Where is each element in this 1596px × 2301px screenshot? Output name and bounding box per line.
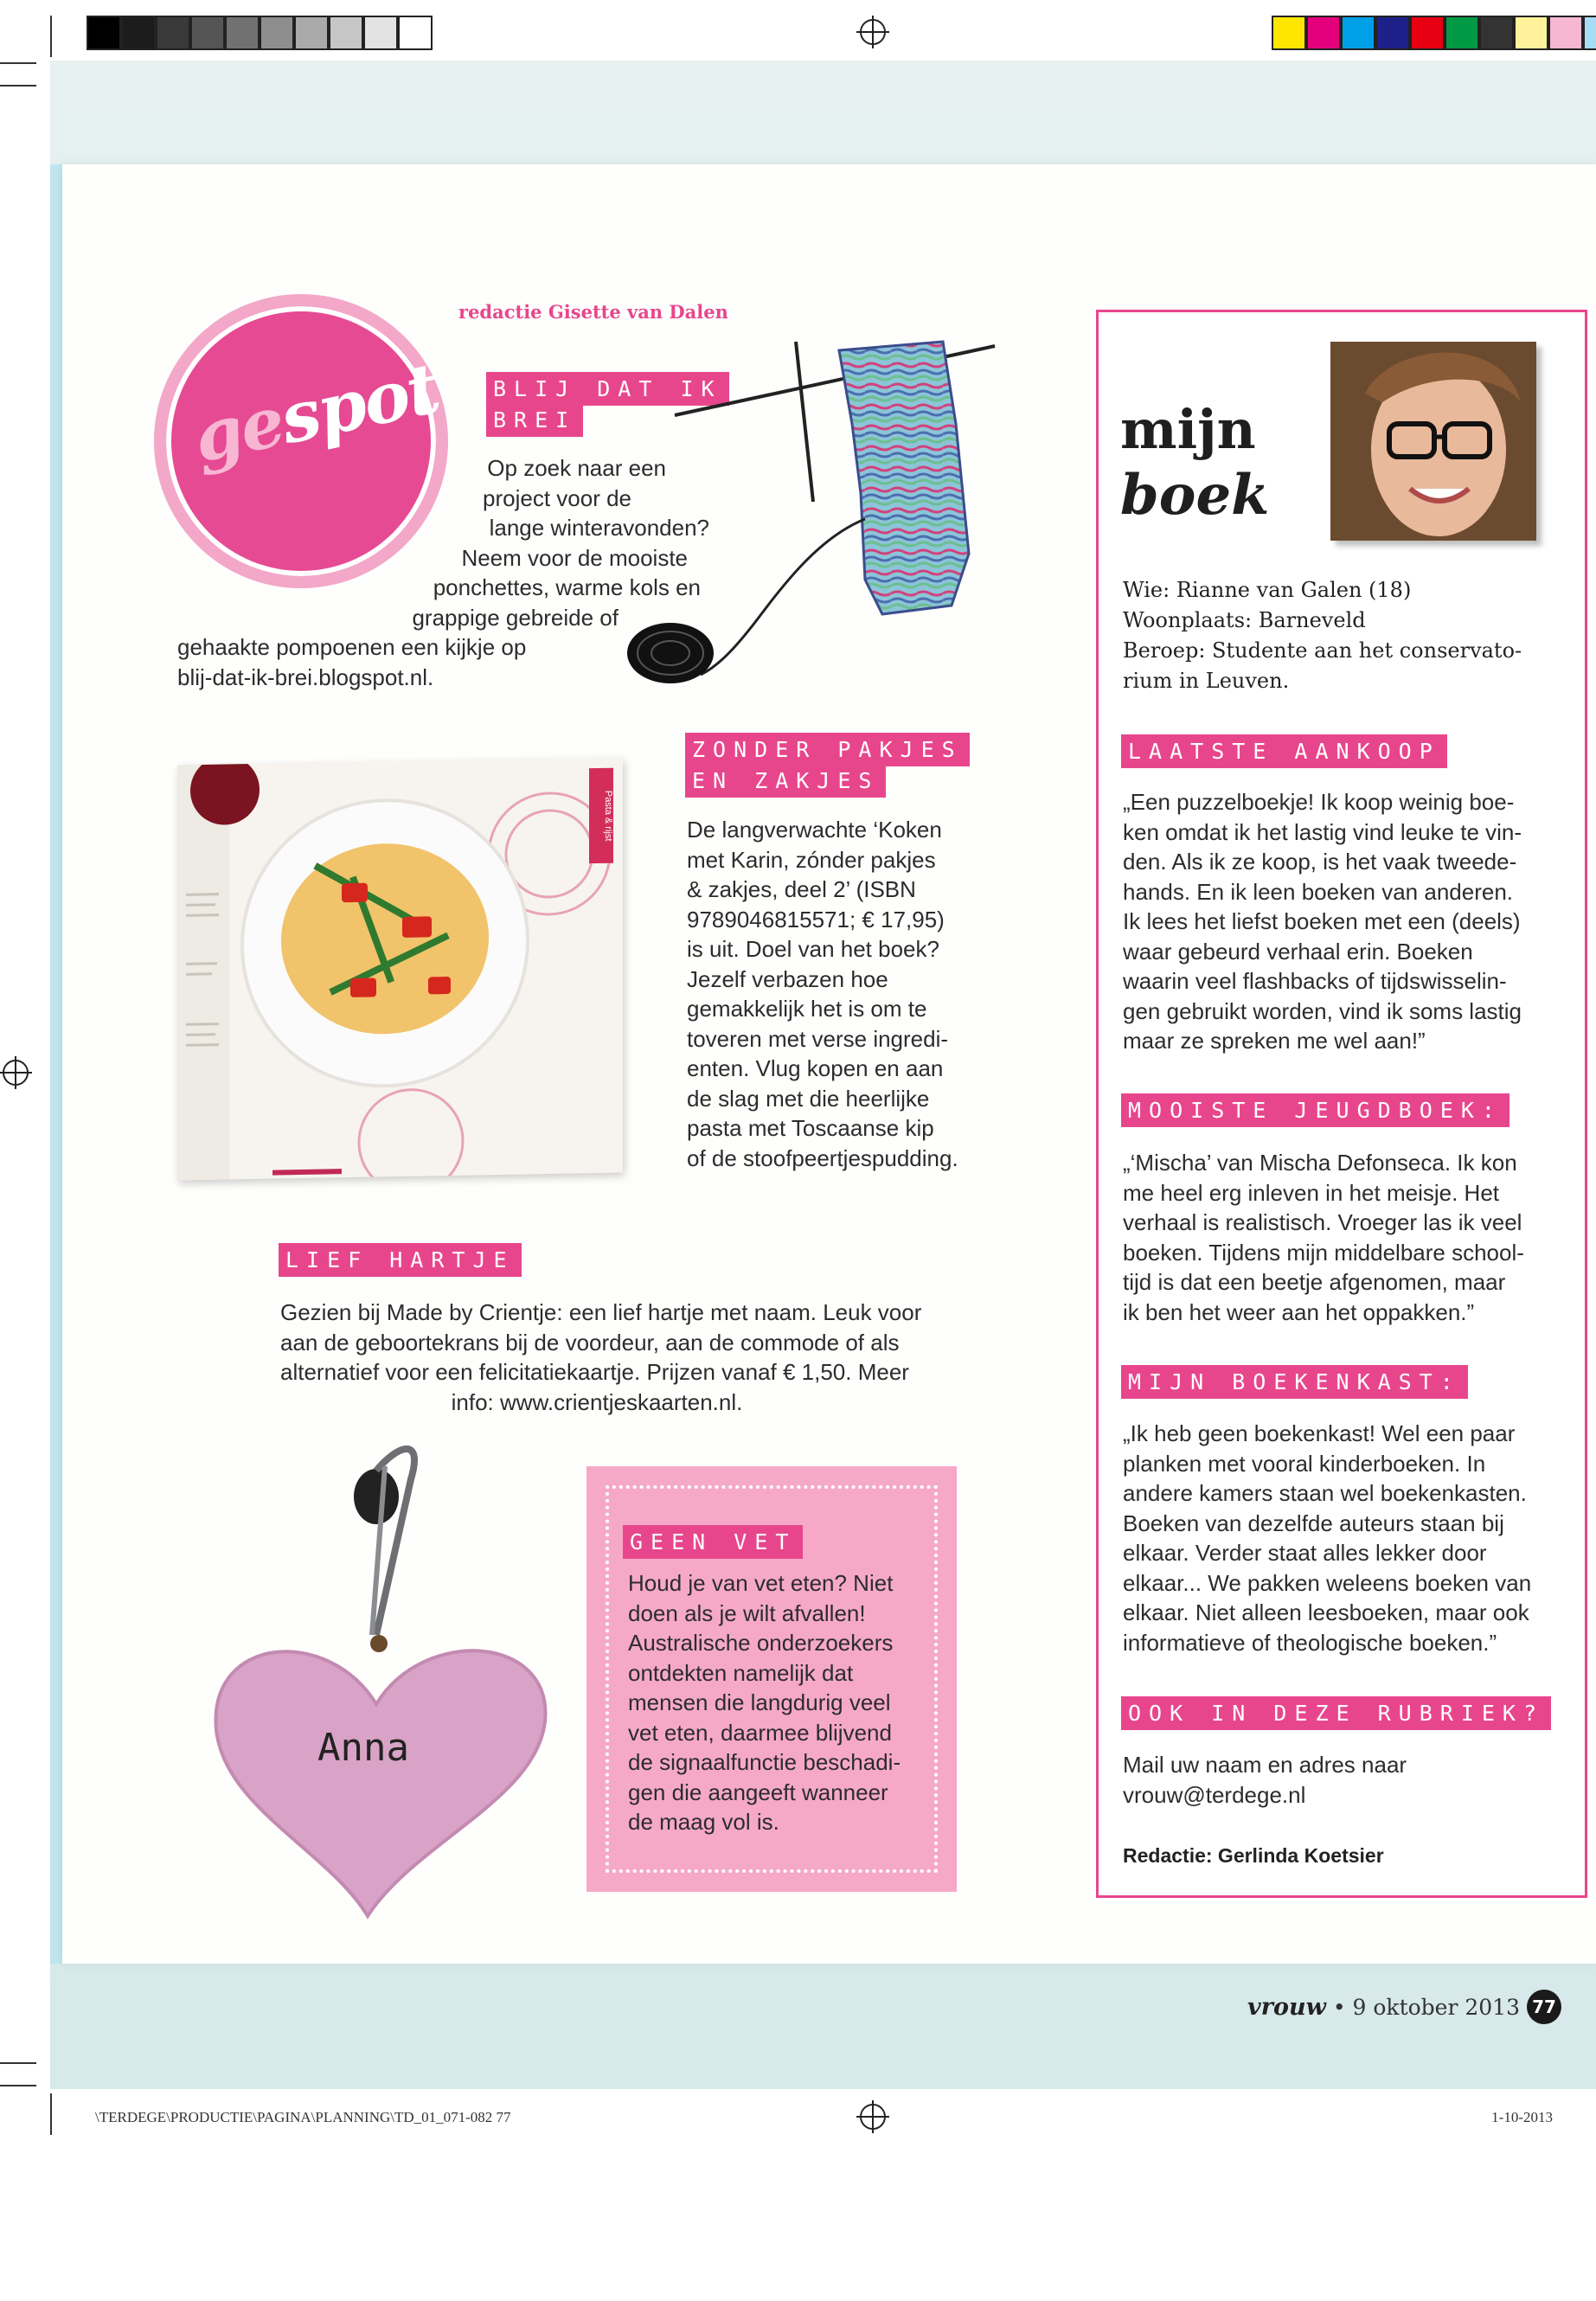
- crop-mark: [0, 2085, 36, 2086]
- color-swatch: [398, 16, 433, 50]
- reader-hometown: Woonplaats: Barneveld: [1123, 608, 1366, 632]
- section-label-zonder-pakjes: ZONDER PAKJES: [685, 733, 970, 766]
- reader-portrait: [1330, 342, 1536, 541]
- registration-mark-icon: [3, 1060, 29, 1086]
- yarn-ball: [627, 623, 714, 683]
- lief-hartje-text: Gezien bij Made by Crientje: een lief hartje met naam. Leuk voor aan de geboortekrans bij de voordeur, aan de commode of als alternatief voor een felicitatiekaartje. Prijzen vanaf € 1,50. Meer info: www.crientjeskaarten.nl.: [280, 1299, 922, 1415]
- color-swatch: [87, 16, 121, 50]
- crop-mark: [0, 2062, 36, 2064]
- color-swatch: [294, 16, 329, 50]
- cookbook-tab: Pasta & rijst: [589, 768, 613, 863]
- brei-text: Op zoek naar een project voor de lange winteravonden? Neem voor de mooiste ponchettes, warme kols en grappige gebreide of gehaakte pompoenen een kijkje op blij-dat-ik-brei.blogspot.nl.: [177, 455, 709, 690]
- color-swatch: [260, 16, 294, 50]
- color-swatch: [1375, 16, 1410, 50]
- editor-credit: Redactie: Gerlinda Koetsier: [1123, 1844, 1384, 1867]
- color-swatch: [190, 16, 225, 50]
- color-swatch: [1272, 16, 1306, 50]
- section-label-zonder-pakjes-line2: EN ZAKJES: [685, 764, 886, 798]
- section-label-mooiste-jeugdboek: MOOISTE JEUGDBOEK:: [1121, 1093, 1509, 1127]
- section-label-lief-hartje: LIEF HARTJE: [279, 1243, 522, 1277]
- geen-vet-text: Houd je van vet eten? Niet doen als je wilt afvallen! Australische onderzoekers ontdekten namelijk dat mensen die langdurig veel vet eten, daarmee blijvend de signaalfunctie beschadi- gen die aangeeft wanneer de maag vol is.: [628, 1570, 901, 1835]
- mooiste-jeugdboek-text: „‘Mischa’ van Mischa Defonseca. Ik kon me heel erg inleven in het meisje. Het verhaal is realistisch. Vroeger las ik veel boeken. Tijdens mijn middelbare school- tijd is dat een beetje afgenomen, maar ik ben het weer aan het oppakken.”: [1123, 1150, 1524, 1325]
- page-number: 77: [1527, 1990, 1561, 2024]
- reader-name: Wie: Rianne van Galen (18): [1123, 578, 1412, 602]
- section-label-blij-dat-ik-brei: BLIJ DAT IK: [486, 372, 729, 406]
- section-label-ook-in-deze-rubriek: OOK IN DEZE RUBRIEK?: [1121, 1696, 1551, 1730]
- page-footer: [1247, 1990, 1561, 2024]
- crop-mark: [0, 85, 36, 87]
- color-swatch: [1410, 16, 1445, 50]
- color-swatch: [329, 16, 363, 50]
- knitting-illustration: [606, 320, 1021, 692]
- ook-in-deze-rubriek-text: Mail uw naam en adres naar vrouw@terdege.nl: [1123, 1750, 1573, 1810]
- knitting-needle: [796, 342, 813, 502]
- bead: [370, 1635, 388, 1652]
- grayscale-color-bar: [87, 16, 433, 50]
- registration-mark-icon: [860, 2104, 886, 2130]
- contact-email-link[interactable]: vrouw@terdege.nl: [1123, 1781, 1306, 1808]
- color-swatch: [1306, 16, 1341, 50]
- print-slug-path: \TERDEGE\PRODUCTIE\PAGINA\PLANNING\TD_01_071-082 77: [95, 2109, 511, 2125]
- ornament-hook: [354, 1469, 399, 1524]
- crop-mark: [50, 16, 52, 57]
- reader-occupation: Beroep: Studente aan het conservato-: [1123, 638, 1522, 663]
- color-swatch: [1445, 16, 1479, 50]
- magazine-brand: vrouw: [1247, 1993, 1326, 2021]
- heart-ornament: [199, 1419, 562, 1929]
- section-label-blij-dat-ik-brei-line2: BREI: [486, 403, 583, 437]
- byline: redactie Gisette van Dalen: [458, 301, 728, 323]
- page-edge-band: [50, 164, 62, 1964]
- section-label-geen-vet: GEEN VET: [623, 1525, 803, 1559]
- color-swatch: [1583, 16, 1596, 50]
- color-swatch: [1479, 16, 1514, 50]
- color-swatch: [1548, 16, 1583, 50]
- cookbook-photo: [177, 758, 623, 1181]
- color-swatch: [1514, 16, 1548, 50]
- mijn-boek-title-line2: boek: [1120, 463, 1270, 528]
- reader-occupation-line2: rium in Leuven.: [1123, 669, 1290, 693]
- section-label-laatste-aankoop: LAATSTE AANKOOP: [1121, 734, 1447, 768]
- color-swatch: [1341, 16, 1375, 50]
- crop-mark: [0, 62, 36, 64]
- process-color-bar: [1272, 16, 1596, 50]
- print-slug-date: 1-10-2013: [1491, 2109, 1553, 2125]
- issue-date: • 9 oktober 2013: [1332, 1994, 1520, 2020]
- gespot-badge-label: gespot: [186, 347, 445, 478]
- heart-shape-icon: [215, 1650, 545, 1916]
- laatste-aankoop-text: „Een puzzelboekje! Ik koop weinig boe- ken omdat ik het lastig vind leuke te vin- den. Als ik ze koop, is het vaak tweede- hands. En ik leen boeken van anderen. Ik lees het liefst boeken met een (deels) waar gebeurd verhaal erin. Boeken waarin veel flashbacks of tijdswisselin- gen gebruikt worden, vind ik soms lastig maar ze spreken me wel aan!”: [1123, 789, 1522, 1054]
- heart-name: Anna: [317, 1726, 409, 1770]
- mijn-boekenkast-text: „Ik heb geen boekenkast! Wel een paar planken met vooral kinderboeken. In andere kamers staan wel boekenkasten. Boeken van dezelfde auteurs staan bij elkaar. Verder staat alles lekker door elkaar... We pakken weleens boeken van elkaar. Niet alleen leesboeken, maar ook informatieve of theologische boeken.”: [1123, 1420, 1532, 1656]
- color-swatch: [156, 16, 190, 50]
- color-swatch: [121, 16, 156, 50]
- cookbook-pages: [177, 758, 623, 1181]
- zonder-pakjes-text: De langverwachte ‘Koken met Karin, zónder pakjes & zakjes, deel 2’ (ISBN 9789046815571; € 17,95) is uit. Doel van het boek? Jezelf verbazen hoe gemakkelijk het is om te toveren met verse ingredi- enten. Vlug kopen en aan de slag met die heerlijke pasta met Toscaanse kip of de stoofpeertjespudding.: [687, 817, 958, 1171]
- mijn-boek-title: mijn: [1120, 398, 1256, 461]
- color-swatch: [225, 16, 260, 50]
- section-label-mijn-boekenkast: MIJN BOEKENKAST:: [1121, 1365, 1468, 1399]
- crop-mark: [50, 2093, 52, 2135]
- knitted-scarf: [839, 342, 969, 614]
- registration-mark-icon: [860, 19, 886, 45]
- color-swatch: [363, 16, 398, 50]
